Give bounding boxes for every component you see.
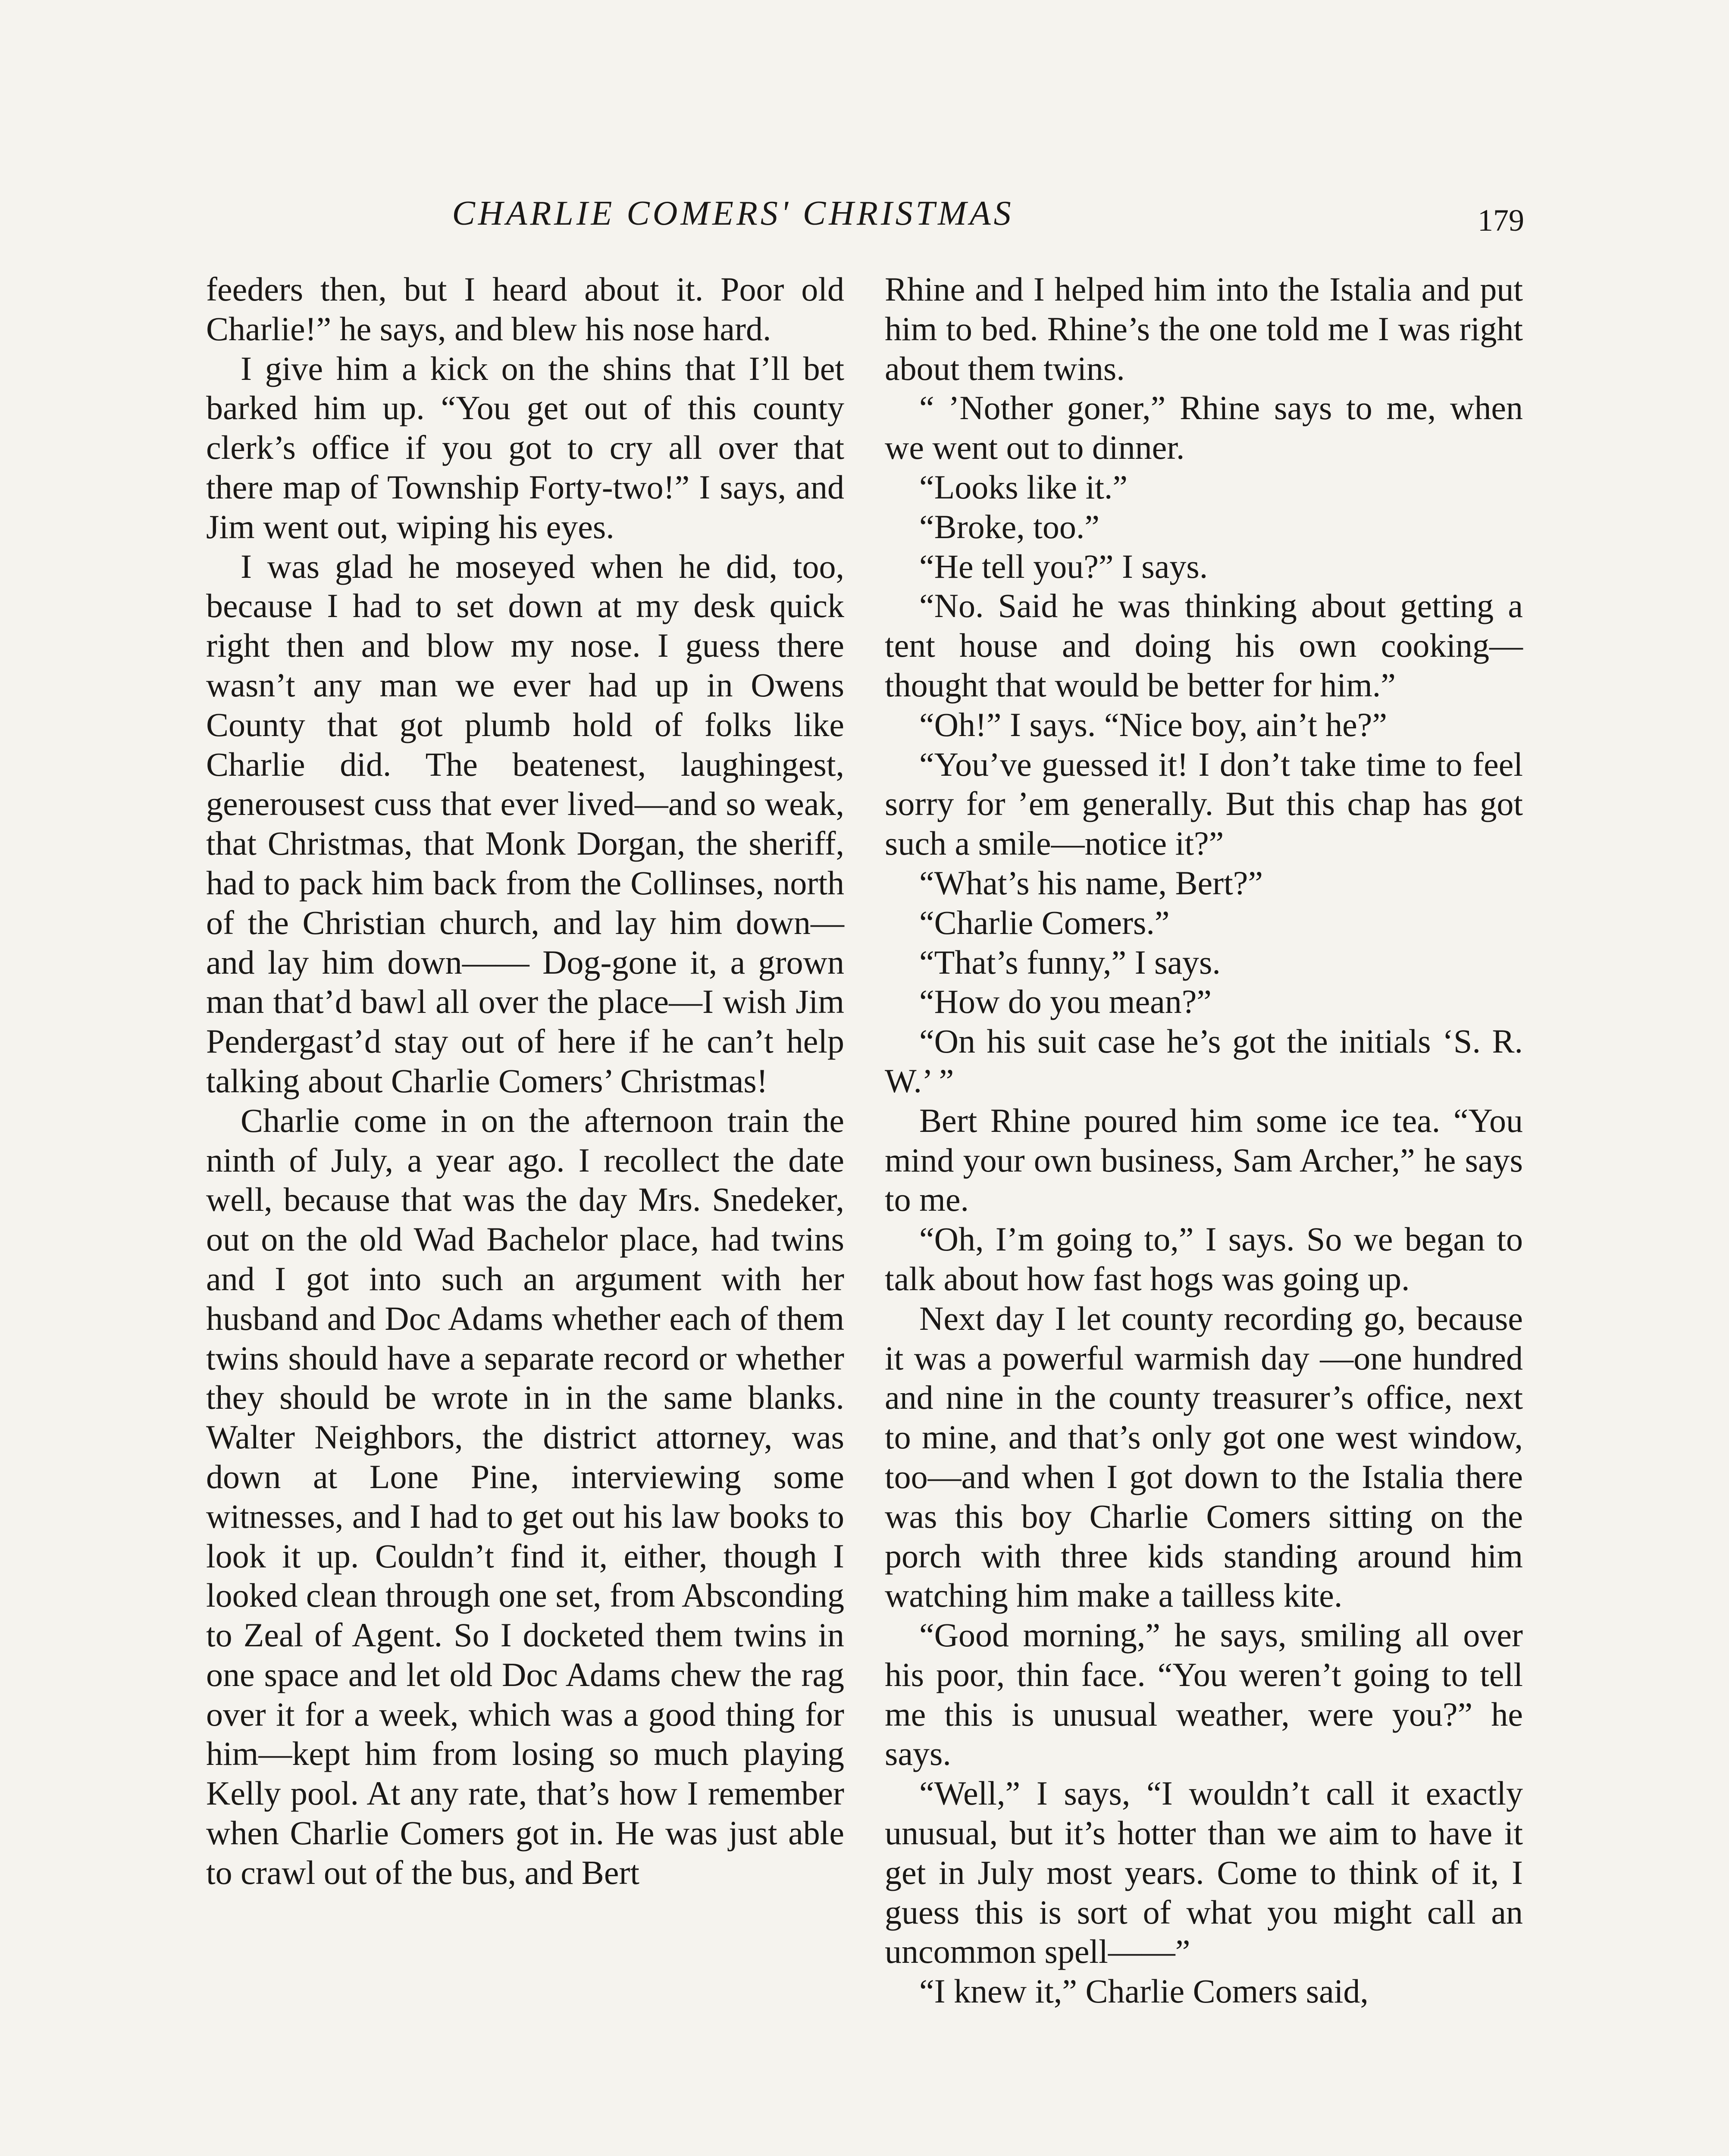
- paragraph: Bert Rhine poured him some ice tea. “You mind your own business, Sam Archer,” he says to me.: [885, 1101, 1523, 1219]
- paragraph: “Broke, too.”: [919, 508, 1100, 545]
- paragraph: “Good morning,” he says, smiling all over his poor, thin face. “You weren’t going to tell me this is unusual weather, were you?” he says.: [885, 1616, 1523, 1773]
- paragraph: “Charlie Comers.”: [919, 903, 1170, 941]
- running-title: CHARLIE COMERS' CHRISTMAS: [452, 194, 1014, 232]
- paragraph: “No. Said he was thinking about getting a tent house and doing his own cooking—thought that would be better for him.”: [885, 587, 1523, 704]
- paragraph: Charlie come in on the afternoon train the ninth of July, a year ago. I recollect the date well, because that was the day Mrs. Snedeker, out on the old Wad Bachelor place, had twins and I got into such an argument with her husband and Doc Adams whether each of them twins should have a separate record or whether they should be wrote in in the same blanks. Walter Neighbors, the district attorney, was down at Lone Pine, interviewing some witnesses, and I had to get out his law books to look it up. Couldn’t find it, either, though I looked clean through one set, from Absconding to Zeal of Agent. So I docketed them twins in one space and let old Doc Adams chew the rag over it for a week, which was a good thing for him—kept him from losing so much playing Kelly pool. At any rate, that’s how I remember when Charlie Comers got in. He was just able to crawl out of the bus, and Bert: [206, 1101, 844, 1891]
- right-column: [885, 270, 1523, 2011]
- paragraph: “Oh!” I says. “Nice boy, ain’t he?”: [919, 705, 1388, 743]
- paragraph: I give him a kick on the shins that I’ll bet barked him up. “You get out of this county clerk’s office if you got to cry all over that there map of Township Forty-two!” I says, and Jim went out, wiping his eyes.: [206, 349, 844, 545]
- paragraph: “Oh, I’m going to,” I says. So we began to talk about how fast hogs was going up.: [885, 1220, 1523, 1297]
- paragraph: “Well,” I says, “I wouldn’t call it exactly unusual, but it’s hotter than we aim to have it get in July most years. Come to think of it, I guess this is sort of what you might call an uncommon spell——”: [885, 1774, 1523, 1971]
- paragraph: I was glad he moseyed when he did, too, because I had to set down at my desk quick right then and blow my nose. I guess there wasn’t any man we ever had up in Owens County that got plumb hold of folks like Charlie did. The beatenest, laughingest, generousest cuss that ever lived—and so weak, that Christmas, that Monk Dorgan, the sheriff, had to pack him back from the Collinses, north of the Christian church, and lay him down—and lay him down—— Dog-gone it, a grown man that’d bawl all over the place—I wish Jim Pendergast’d stay out of here if he can’t help talking about Charlie Comers’ Christmas!: [206, 547, 844, 1100]
- paragraph: “I knew it,” Charlie Comers said,: [919, 1972, 1369, 2010]
- paragraph: “What’s his name, Bert?”: [919, 864, 1263, 902]
- paragraph: “That’s funny,” I says.: [919, 943, 1221, 981]
- paragraph: “ ’Nother goner,” Rhine says to me, when we went out to dinner.: [885, 389, 1523, 467]
- paragraph: “On his suit case he’s got the initials ‘S. R. W.’ ”: [885, 1022, 1523, 1100]
- paragraph: “You’ve guessed it! I don’t take time to feel sorry for ’em generally. But this chap has got such a smile—notice it?”: [885, 745, 1523, 862]
- paragraph: “He tell you?” I says.: [919, 547, 1208, 585]
- paragraph: “Looks like it.”: [919, 468, 1128, 506]
- paragraph: “How do you mean?”: [919, 983, 1212, 1021]
- paragraph: Rhine and I helped him into the Istalia and put him to bed. Rhine’s the one told me I was right about them twins.: [885, 270, 1523, 387]
- paragraph: Next day I let county recording go, because it was a powerful warmish day —one hundred and nine in the county treasurer’s office, next to mine, and that’s only got one west window, too—and when I got down to the Istalia there was this boy Charlie Comers sitting on the porch with three kids standing around him watching him make a tailless kite.: [885, 1299, 1523, 1614]
- paragraph: feeders then, but I heard about it. Poor old Charlie!” he says, and blew his nose hard.: [206, 270, 844, 348]
- page-number: 179: [1478, 203, 1524, 238]
- left-column: [206, 270, 844, 1893]
